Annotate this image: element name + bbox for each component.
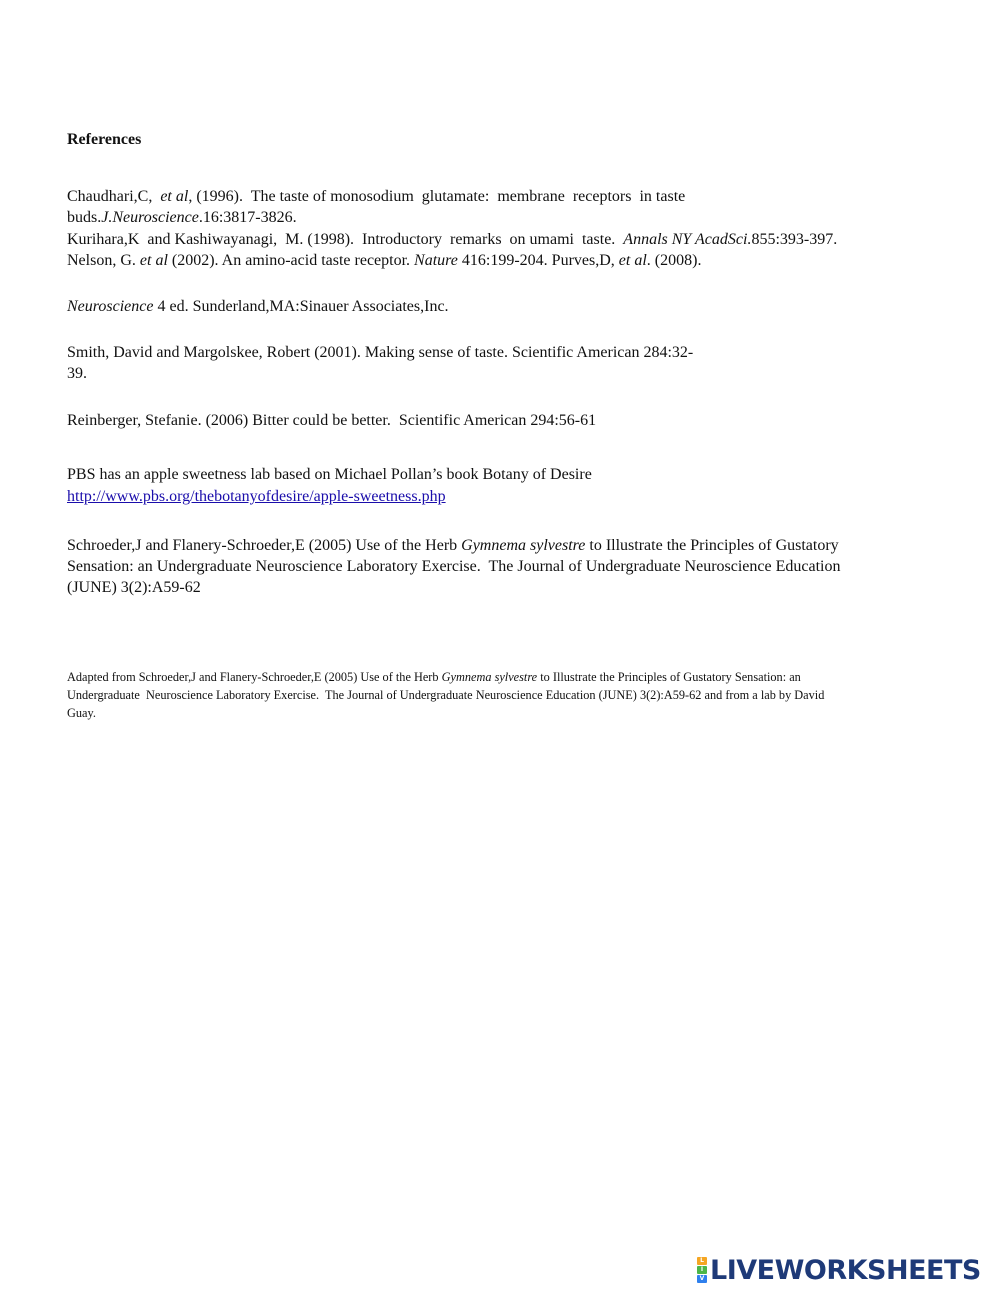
ref-species: Gymnema sylvestre [461,537,586,554]
footnote-line1 [67,668,801,686]
footnote-text: Adapted from Schroeder,J and Flanery-Schroeder,E (2005) Use of the Herb [67,670,439,684]
footnote-line2: Undergraduate Neuroscience Laboratory Exercise. The Journal of Undergraduate Neuroscience Education (JUNE) 3(2):A59-62 and from a lab by David [67,688,825,702]
ref-text: 855:393-397. [751,231,838,248]
ref-text: Nelson, G. [67,252,136,269]
ref-text: . (2008). [646,252,702,269]
ref-text: buds. [67,209,102,226]
ref-text: Chaudhari,C, [67,188,153,205]
ref-journal: Nature [414,252,458,269]
ref-text: to Illustrate the Principles of Gustatory [589,537,839,554]
live-blocks-icon [697,1257,707,1283]
reference-pbs-line1: PBS has an apple sweetness lab based on Michael Pollan’s book Botany of Desire [67,466,592,483]
reference-schroeder-line1 [67,535,839,556]
ref-journal: Annals NY AcadSci. [623,231,752,248]
reference-kurihara [67,229,837,250]
ref-book-title: Neuroscience [67,298,154,315]
reference-neuroscience-book [67,296,449,317]
reference-chaudhari-line1 [67,186,685,207]
ref-text: .16:3817-3826. [198,209,297,226]
ref-text: (2002). An amino-acid taste receptor. [171,252,411,269]
liveworksheets-wordmark: LIVEWORKSHEETS [710,1254,981,1286]
reference-smith-line1: Smith, David and Margolskee, Robert (2001). Making sense of taste. Scientific American 284:32- [67,344,694,361]
footnote-text: to Illustrate the Principles of Gustatory Sensation: an [540,670,801,684]
live-block-i: I [697,1266,707,1274]
ref-italic: et al [160,188,189,205]
reference-schroeder-line3: (JUNE) 3(2):A59-62 [67,579,201,596]
ref-text: , (1996). The taste of monosodium glutamate: membrane receptors in taste [188,188,686,205]
footnote-line3: Guay. [67,706,96,720]
reference-smith-line2: 39. [67,365,87,382]
reference-chaudhari-line2 [67,207,297,228]
live-block-v: V [697,1275,707,1283]
ref-italic: et al [618,252,647,269]
ref-text: Schroeder,J and Flanery-Schroeder,E (2005) Use of the Herb [67,537,458,554]
pbs-apple-sweetness-link[interactable]: http://www.pbs.org/thebotanyofdesire/apple-sweetness.php [67,488,446,505]
reference-nelson-purves [67,250,701,271]
ref-text: 4 ed. Sunderland,MA:Sinauer Associates,Inc. [157,298,449,315]
references-heading: References [67,131,142,148]
ref-journal: J.Neuroscience [101,209,199,226]
live-block-l: L [697,1257,707,1265]
ref-text: 416:199-204. Purves,D, [461,252,615,269]
reference-schroeder-line2: Sensation: an Undergraduate Neuroscience Laboratory Exercise. The Journal of Undergraduate Neuroscience Education [67,558,841,575]
reference-pbs-link-row [67,486,446,507]
reference-reinberger: Reinberger, Stefanie. (2006) Bitter could be better. Scientific American 294:56-61 [67,412,597,429]
ref-text: Kurihara,K and Kashiwayanagi, M. (1998). Introductory remarks on umami taste. [67,231,616,248]
liveworksheets-logo[interactable] [697,1255,993,1285]
ref-italic: et al [139,252,168,269]
footnote-species: Gymnema sylvestre [441,670,538,684]
